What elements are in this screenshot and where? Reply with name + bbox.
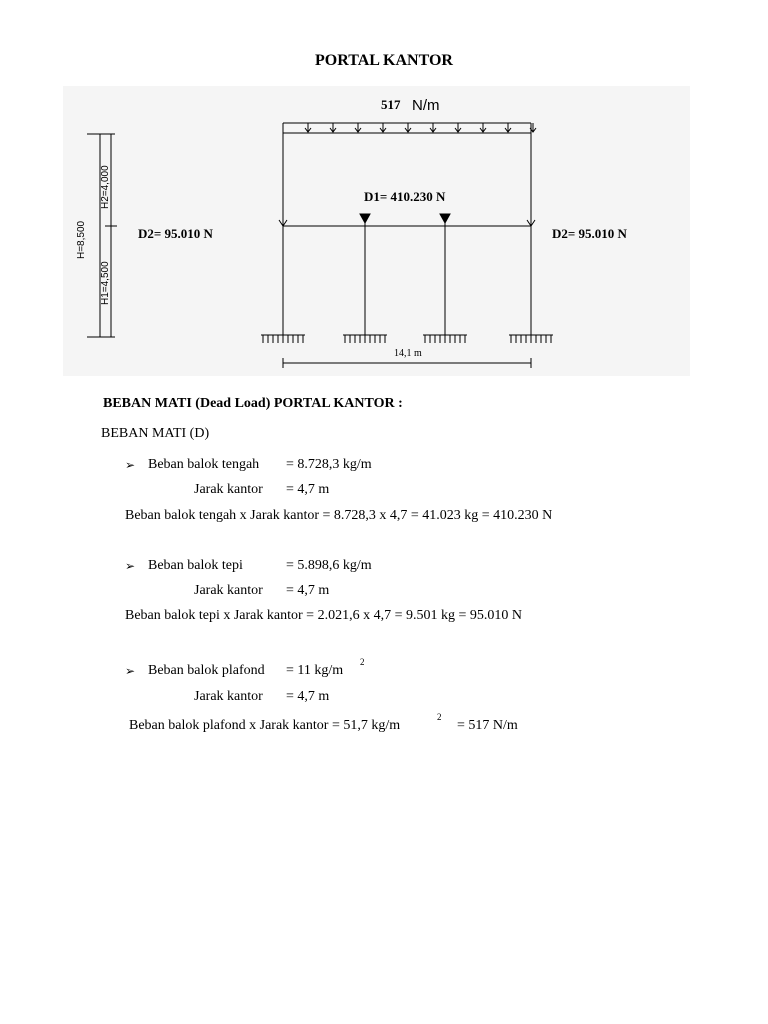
item-value	[286, 663, 343, 679]
fixed-support-icon	[261, 335, 305, 343]
calc-left: Beban balok tepi x Jarak kantor =	[125, 608, 315, 623]
h1-label: H1=4,500	[100, 261, 111, 305]
load-unit-label: N/m	[412, 97, 440, 114]
h2-label: H2=4,000	[100, 165, 111, 209]
fixed-support-icon	[343, 335, 387, 343]
item-calc-superscript: 2	[437, 712, 442, 722]
item-value-text: = 11 kg/m	[286, 663, 344, 678]
item-label-text: Beban balok plafond	[148, 663, 265, 678]
d1-label: D1= 410.230 N	[364, 189, 446, 204]
bullet-icon: ➢	[125, 664, 136, 678]
item-calc	[125, 608, 522, 624]
bullet-icon: ➢	[125, 559, 136, 573]
section-subheading: BEBAN MATI (D)	[101, 426, 210, 441]
item-calc-left: Beban balok plafond x Jarak kantor = 51,7 kg/m	[129, 718, 401, 733]
d2-right-label: D2= 95.010 N	[552, 226, 627, 241]
distributed-load-arrows	[305, 123, 536, 132]
span-label: 14,1 m	[394, 348, 422, 359]
arrow-d1-1	[360, 214, 370, 223]
h-total-label: H=8,500	[76, 220, 87, 259]
calc-right: 8.728,3 x 4,7 = 41.023 kg = 410.230 N	[333, 508, 553, 523]
fixed-support-icon	[509, 335, 553, 343]
item-label	[148, 663, 265, 679]
fixed-supports	[261, 335, 553, 343]
portal-frame-figure	[63, 86, 690, 376]
fixed-support-icon	[423, 335, 467, 343]
arrow-d1-2	[440, 214, 450, 223]
portal-frame-diagram	[63, 86, 690, 376]
d2-left-label: D2= 95.010 N	[138, 226, 213, 241]
item-sub-label: Jarak kantor	[194, 689, 263, 704]
item-sub-label: Jarak kantor	[194, 482, 263, 497]
item-sub-value: = 4,7 m	[286, 583, 330, 598]
item-sub-value: = 4,7 m	[286, 689, 330, 704]
item-sub-value: = 4,7 m	[286, 482, 330, 497]
item-label: Beban balok tengah	[148, 457, 260, 472]
item-label: Beban balok tepi	[148, 558, 243, 573]
item-value: = 8.728,3 kg/m	[286, 457, 372, 472]
load-value-label: 517	[381, 97, 401, 112]
item-calc	[125, 508, 552, 524]
page-title: PORTAL KANTOR	[315, 52, 453, 69]
bullet-icon: ➢	[125, 458, 136, 472]
item-value-superscript: 2	[360, 657, 365, 667]
item-value: = 5.898,6 kg/m	[286, 558, 372, 573]
item-sub-label: Jarak kantor	[194, 583, 263, 598]
calc-left: Beban balok tengah x Jarak kantor =	[125, 508, 331, 523]
item-calc-right: = 517 N/m	[457, 718, 518, 733]
section-heading: BEBAN MATI (Dead Load) PORTAL KANTOR :	[103, 396, 403, 411]
calc-right: 2.021,6 x 4,7 = 9.501 kg = 95.010 N	[317, 608, 522, 623]
